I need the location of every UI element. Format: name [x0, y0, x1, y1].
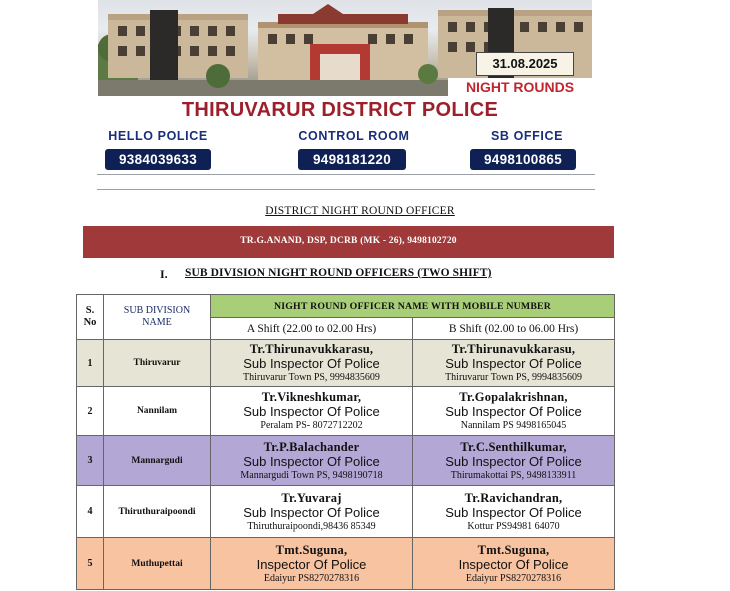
header-sno-line2: No: [83, 317, 97, 328]
contact-number-hello-police: 9384039633: [105, 149, 211, 170]
officer-name: Tr.C.Senthilkumar,: [460, 439, 567, 454]
officer-name: Tr.Gopalakrishnan,: [459, 390, 568, 404]
officer-rank: Sub Inspector Of Police: [445, 453, 582, 469]
b-shift-officer: [413, 538, 615, 590]
row-number: 3: [77, 436, 104, 486]
contact-number-control-room: 9498181220: [298, 149, 406, 170]
officer-station-phone: Thiruvarur Town PS, 9994835609: [445, 372, 582, 383]
officer-station-phone: Edaiyur PS8270278316: [465, 572, 562, 584]
officer-station-phone: Mannargudi Town PS, 9498190718: [240, 469, 383, 481]
officer-rank: Sub Inspector Of Police: [243, 404, 380, 419]
table-row: [77, 436, 615, 486]
contact-number-sb-office: 9498100865: [470, 149, 576, 170]
header-sub-line2: NAME: [142, 317, 172, 328]
officer-rank: Sub Inspector Of Police: [243, 453, 380, 469]
night-round-table: [76, 294, 615, 590]
page-title: THIRUVARUR DISTRICT POLICE: [181, 99, 499, 121]
officer-station-phone: Thirumakottai PS, 9498133911: [450, 469, 577, 481]
officer-station-phone: Kottur PS94981 64070: [467, 520, 560, 532]
officer-name: Tr.Vikneshkumar,: [261, 390, 362, 404]
officer-name: Tr.P.Balachander: [263, 439, 360, 454]
header-a-shift: A Shift (22.00 to 02.00 Hrs): [211, 318, 413, 340]
sub-division-name: Thiruthuraipoondi: [104, 486, 211, 538]
officer-name: Tr.Thirunavukkarasu,: [451, 342, 576, 356]
table-row: [77, 387, 615, 436]
sub-division-name: Mannargudi: [104, 436, 211, 486]
section-title: SUB DIVISION NIGHT ROUND OFFICERS (TWO SHIFT): [185, 267, 492, 279]
district-officer-heading: DISTRICT NIGHT ROUND OFFICER: [265, 205, 455, 217]
section-number: I.: [160, 267, 168, 281]
officer-station-phone: Thiruthuraipoondi,98436 85349: [247, 520, 376, 532]
table-row: [77, 538, 615, 590]
officer-station-phone: Thiruvarur Town PS, 9994835609: [243, 372, 380, 383]
row-number: 5: [77, 538, 104, 590]
officer-station-phone: Peralam PS- 8072712202: [260, 420, 363, 431]
officer-station-phone: Edaiyur PS8270278316: [263, 572, 360, 584]
row-number: 1: [77, 340, 104, 387]
officer-rank: Sub Inspector Of Police: [445, 404, 582, 419]
a-shift-officer: [211, 436, 413, 486]
header-sno: [77, 295, 104, 340]
officer-rank: Inspector Of Police: [256, 556, 367, 572]
officer-rank: Sub Inspector Of Police: [243, 504, 380, 520]
contact-label-control-room: CONTROL ROOM: [298, 129, 410, 143]
b-shift-officer: [413, 486, 615, 538]
date-badge: 31.08.2025: [476, 52, 574, 76]
header-sub-division: [104, 295, 211, 340]
table-header-row: [77, 295, 615, 318]
officer-rank: Sub Inspector Of Police: [243, 356, 380, 371]
header-b-shift: B Shift (02.00 to 06.00 Hrs): [413, 318, 615, 340]
officer-name: Tr.Ravichandran,: [464, 490, 563, 505]
header-sno-line1: S.: [85, 305, 95, 316]
b-shift-officer: [413, 340, 615, 387]
table-row: [77, 340, 615, 387]
night-rounds-label: NIGHT ROUNDS: [448, 78, 592, 96]
divider-line: [97, 189, 595, 190]
officer-rank: Sub Inspector Of Police: [445, 356, 582, 371]
officer-name: Tmt.Suguna,: [275, 542, 348, 557]
officer-name: Tr.Thirunavukkarasu,: [249, 342, 374, 356]
sub-division-name: Muthupettai: [104, 538, 211, 590]
header-night-round: NIGHT ROUND OFFICER NAME WITH MOBILE NUMBER: [211, 295, 615, 318]
b-shift-officer: [413, 387, 615, 436]
row-number: 4: [77, 486, 104, 538]
a-shift-officer: [211, 340, 413, 387]
divider-line: [97, 174, 595, 175]
a-shift-officer: [211, 486, 413, 538]
b-shift-officer: [413, 436, 615, 486]
table-row: [77, 486, 615, 538]
a-shift-officer: [211, 538, 413, 590]
officer-name: Tmt.Suguna,: [477, 542, 550, 557]
header-sub-line1: SUB DIVISION: [123, 305, 191, 316]
sub-division-name: Nannilam: [104, 387, 211, 436]
row-number: 2: [77, 387, 104, 436]
sub-division-name: Thiruvarur: [104, 340, 211, 387]
officer-rank: Sub Inspector Of Police: [445, 504, 582, 520]
district-officer-text: TR.G.ANAND, DSP, DCRB (MK - 26), 9498102720: [240, 236, 457, 246]
a-shift-officer: [211, 387, 413, 436]
officer-name: Tr.Yuvaraj: [281, 490, 342, 505]
contact-label-hello-police: HELLO POLICE: [108, 129, 208, 143]
officer-rank: Inspector Of Police: [458, 556, 569, 572]
officer-station-phone: Nannilam PS 9498165045: [460, 420, 567, 431]
contact-label-sb-office: SB OFFICE: [490, 129, 564, 143]
